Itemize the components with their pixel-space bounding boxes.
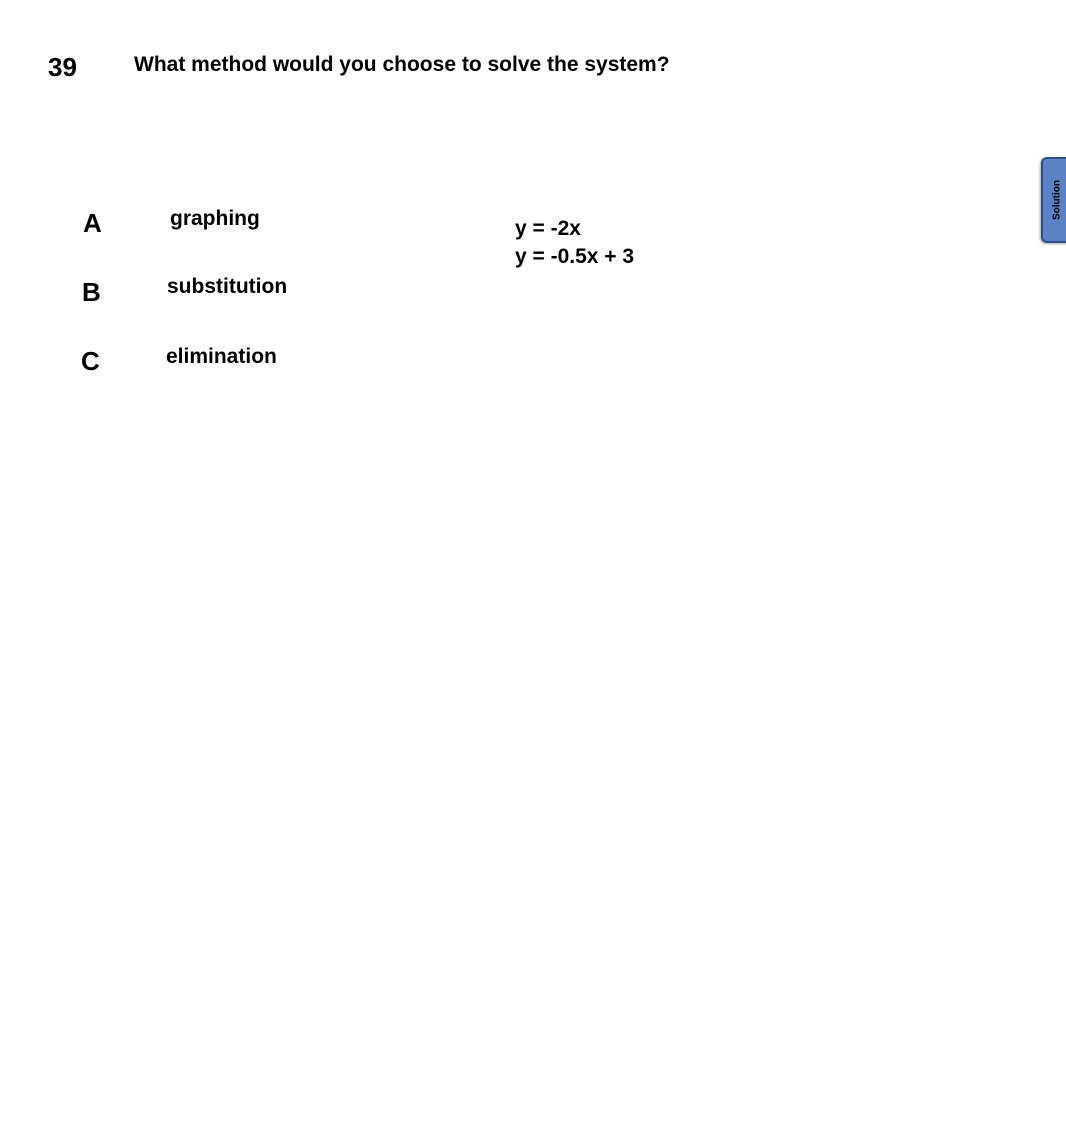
question-number: 39 — [48, 52, 77, 82]
option-b-label[interactable]: substitution — [167, 275, 288, 298]
question-text: What method would you choose to solve the system? — [134, 53, 670, 76]
option-a-letter[interactable]: A — [83, 208, 102, 238]
option-b-letter[interactable]: B — [82, 277, 101, 307]
option-c-label[interactable]: elimination — [166, 345, 277, 368]
equation-2: y = -0.5x + 3 — [515, 245, 635, 268]
equation-1: y = -2x — [515, 217, 581, 240]
option-a-label[interactable]: graphing — [170, 207, 260, 230]
option-c-letter[interactable]: C — [81, 346, 100, 376]
solution-tab[interactable] — [1041, 157, 1066, 243]
solution-tab-label: Solution — [1051, 180, 1063, 220]
